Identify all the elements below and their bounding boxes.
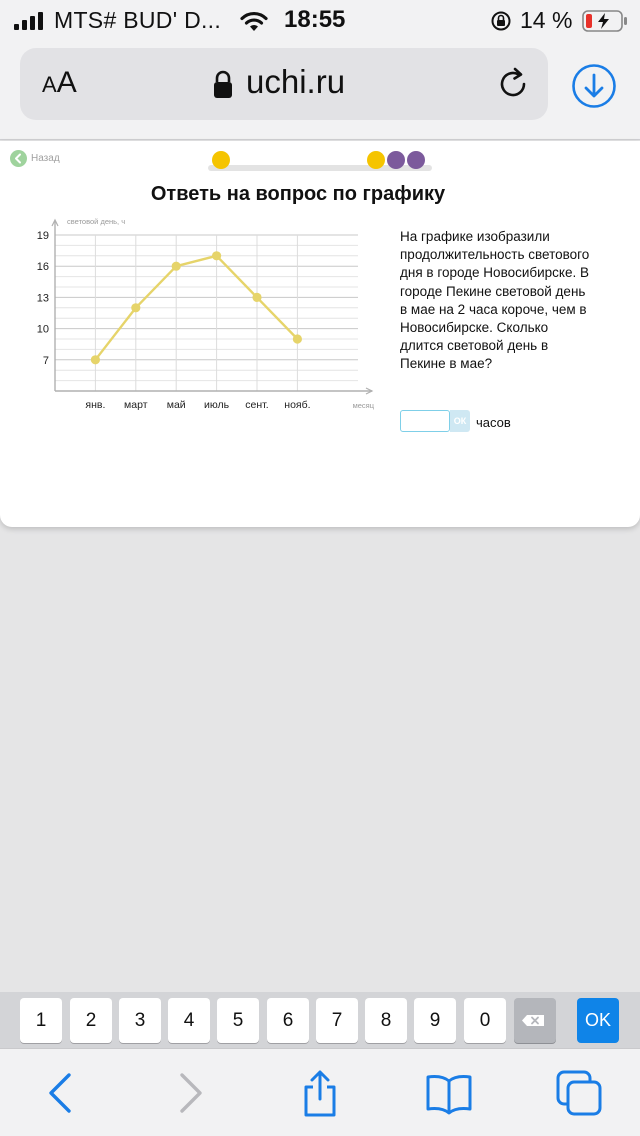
url-field[interactable] [20, 48, 548, 120]
x-tick-label: март [124, 399, 148, 411]
progress-dot [407, 151, 425, 169]
url-text: uchi.ru [246, 63, 346, 100]
text-size-button[interactable]: AA [42, 66, 77, 99]
data-point [91, 355, 100, 364]
data-point [293, 334, 302, 343]
clock: 18:55 [284, 6, 346, 33]
progress-dot [367, 151, 385, 169]
y-axis-label: световой день, ч [67, 217, 126, 226]
data-point [212, 251, 221, 260]
bookmarks-icon[interactable] [425, 1069, 473, 1117]
progress-dot [387, 151, 405, 169]
y-tick-label: 10 [36, 323, 49, 336]
y-tick-label: 19 [36, 230, 49, 242]
battery-percent: 14 % [520, 7, 573, 33]
back-label: Назад [31, 153, 60, 164]
x-axis-label: месяц [352, 401, 374, 410]
carrier-name: MTS# BUD' D... [54, 7, 222, 33]
daylight-line-chart [30, 215, 380, 415]
question-text: На графике изобразили продолжительность светового дня в городе Новосибирске. В городе Пекине световой день в мае на 2 часа короче, чем в Новосибирске. Сколько длится световой день в Пекине в мае? [400, 229, 590, 372]
data-point [172, 262, 181, 271]
x-tick-label: янв. [85, 399, 106, 411]
key-3[interactable]: 3 [119, 998, 161, 1043]
cellular-signal-icon [14, 12, 44, 30]
answer-input[interactable] [400, 410, 450, 432]
share-icon[interactable] [296, 1069, 344, 1117]
keyboard-ok-button[interactable]: OK [577, 998, 619, 1043]
wifi-icon [239, 10, 269, 32]
back-arrow-icon [10, 150, 27, 167]
key-8[interactable]: 8 [365, 998, 407, 1043]
x-tick-label: июль [204, 399, 230, 411]
back-icon[interactable] [37, 1069, 85, 1117]
key-5[interactable]: 5 [217, 998, 259, 1043]
x-tick-label: май [166, 399, 186, 411]
page-title: Ответь на вопрос по графику [150, 183, 446, 205]
back-button[interactable] [10, 150, 60, 167]
numeric-keyboard [0, 992, 640, 1048]
answer-ok-button[interactable]: ОК [450, 410, 470, 432]
y-tick-label: 13 [36, 292, 49, 305]
task-card [0, 141, 640, 527]
data-point [131, 303, 140, 312]
key-4[interactable]: 4 [168, 998, 210, 1043]
backspace-key[interactable] [514, 998, 556, 1043]
y-tick-label: 16 [36, 261, 49, 274]
reload-icon[interactable] [496, 66, 532, 102]
progress-dot [212, 151, 230, 169]
data-point [252, 293, 261, 302]
lock-icon [213, 69, 233, 99]
browser-toolbar [0, 1048, 640, 1136]
status-bar [0, 0, 640, 44]
x-tick-label: нояб. [284, 399, 311, 411]
key-7[interactable]: 7 [316, 998, 358, 1043]
key-2[interactable]: 2 [70, 998, 112, 1043]
y-tick-label: 7 [42, 354, 49, 367]
orientation-lock-icon [490, 10, 512, 32]
key-1[interactable]: 1 [20, 998, 62, 1043]
key-9[interactable]: 9 [414, 998, 456, 1043]
key-0[interactable]: 0 [464, 998, 506, 1043]
key-6[interactable]: 6 [267, 998, 309, 1043]
browser-address-bar [0, 44, 640, 140]
x-tick-label: сент. [245, 399, 269, 411]
unit-label: часов [476, 415, 511, 430]
backspace-icon [514, 998, 556, 1043]
forward-icon[interactable] [166, 1069, 214, 1117]
battery-charging-icon [582, 10, 628, 32]
tabs-icon[interactable] [555, 1069, 603, 1117]
download-icon[interactable] [571, 63, 617, 109]
